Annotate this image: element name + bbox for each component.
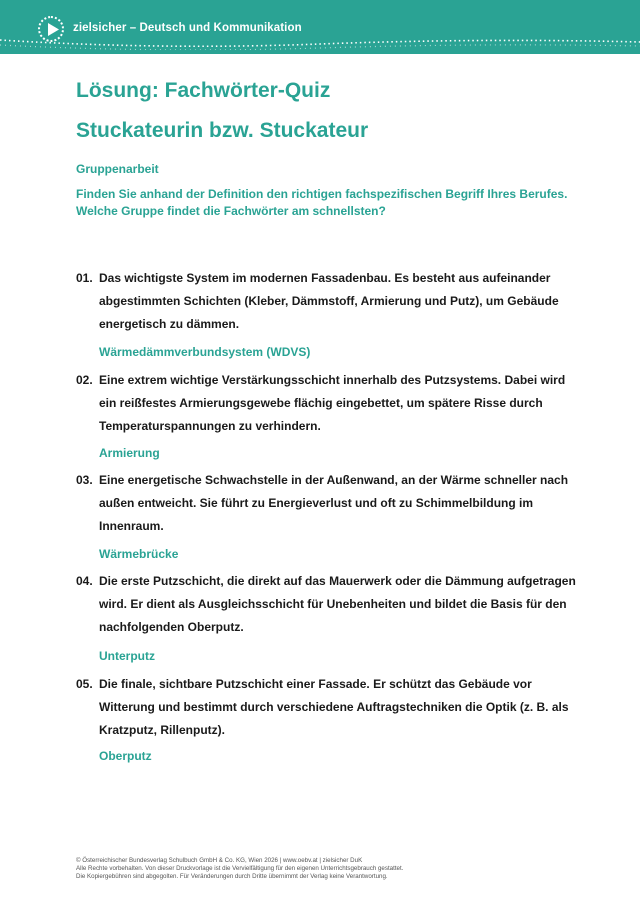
question-number: 02. bbox=[76, 373, 93, 387]
question-text: Eine extrem wichtige Verstärkungsschicht innerhalb des Putzsystems. Dabei wird ein reißfestes Armierungsgewebe flächig eingebettet, um spätere Risse durch Temperaturspannungen zu verhindern. bbox=[99, 373, 566, 433]
question-item bbox=[76, 673, 576, 742]
question-item bbox=[76, 267, 576, 336]
footer-copyright: © Österreichischer Bundesverlag Schulbuch GmbH & Co. KG, Wien 2026 | www.oebv.at | zielsicher DuK bbox=[76, 857, 363, 864]
footer-fees: Die Kopiergebühren sind abgegolten. Für Veränderungen durch Dritte übernimmt der Verlag keine Verantwortung. bbox=[76, 873, 388, 880]
question-item bbox=[76, 469, 576, 538]
logo bbox=[38, 16, 64, 42]
answer-text: Wärmedämmverbundsystem (WDVS) bbox=[99, 345, 311, 359]
instruction-text: Finden Sie anhand der Definition den richtigen fachspezifischen Begriff Ihres Berufes. Welche Gruppe findet die Fachwörter am schnellsten? bbox=[76, 187, 568, 218]
answer-text: Wärmebrücke bbox=[99, 547, 179, 561]
question-item bbox=[76, 369, 576, 438]
banner-dotted-edge bbox=[0, 36, 640, 50]
question-text: Das wichtigste System im modernen Fassadenbau. Es besteht aus aufeinander abgestimmten Schichten (Kleber, Dämmstoff, Armierung und Putz), um Gebäude energetisch zu dämmen. bbox=[99, 271, 559, 331]
question-text: Die finale, sichtbare Putzschicht einer Fassade. Er schützt das Gebäude vor Witterung und bestimmt durch verschiedene Auftragstechniken die Optik (z. B. als Kratzputz, Rillenputz). bbox=[99, 677, 569, 737]
header-banner bbox=[0, 0, 640, 54]
brand-name: zielsicher – Deutsch und Kommunikation bbox=[73, 22, 302, 34]
play-icon bbox=[47, 23, 59, 36]
question-number: 05. bbox=[76, 677, 93, 691]
question-item bbox=[76, 570, 576, 639]
question-number: 04. bbox=[76, 574, 93, 588]
group-label: Gruppenarbeit bbox=[76, 162, 159, 176]
question-text: Eine energetische Schwachstelle in der Außenwand, an der Wärme schneller nach außen entweicht. Sie führt zu Energieverlust und oft zu Schimmelbildung im Innenraum. bbox=[99, 473, 569, 533]
footer-rights: Alle Rechte vorbehalten. Von dieser Druckvorlage ist die Vervielfältigung für den eigenen Unterrichtsgebrauch gestattet. bbox=[76, 865, 404, 872]
answer-text: Armierung bbox=[99, 446, 160, 460]
page-subtitle: Stuckateurin bzw. Stuckateur bbox=[76, 119, 369, 142]
answer-text: Unterputz bbox=[99, 649, 155, 663]
question-text: Die erste Putzschicht, die direkt auf das Mauerwerk oder die Dämmung aufgetragen wird. Er dient als Ausgleichsschicht für Unebenheiten und bildet die Basis für den nachfolgenden Oberputz. bbox=[99, 574, 576, 634]
footer bbox=[76, 857, 556, 881]
answer-text: Oberputz bbox=[99, 749, 152, 763]
page-title: Lösung: Fachwörter-Quiz bbox=[76, 79, 331, 102]
question-number: 03. bbox=[76, 473, 93, 487]
question-number: 01. bbox=[76, 271, 93, 285]
